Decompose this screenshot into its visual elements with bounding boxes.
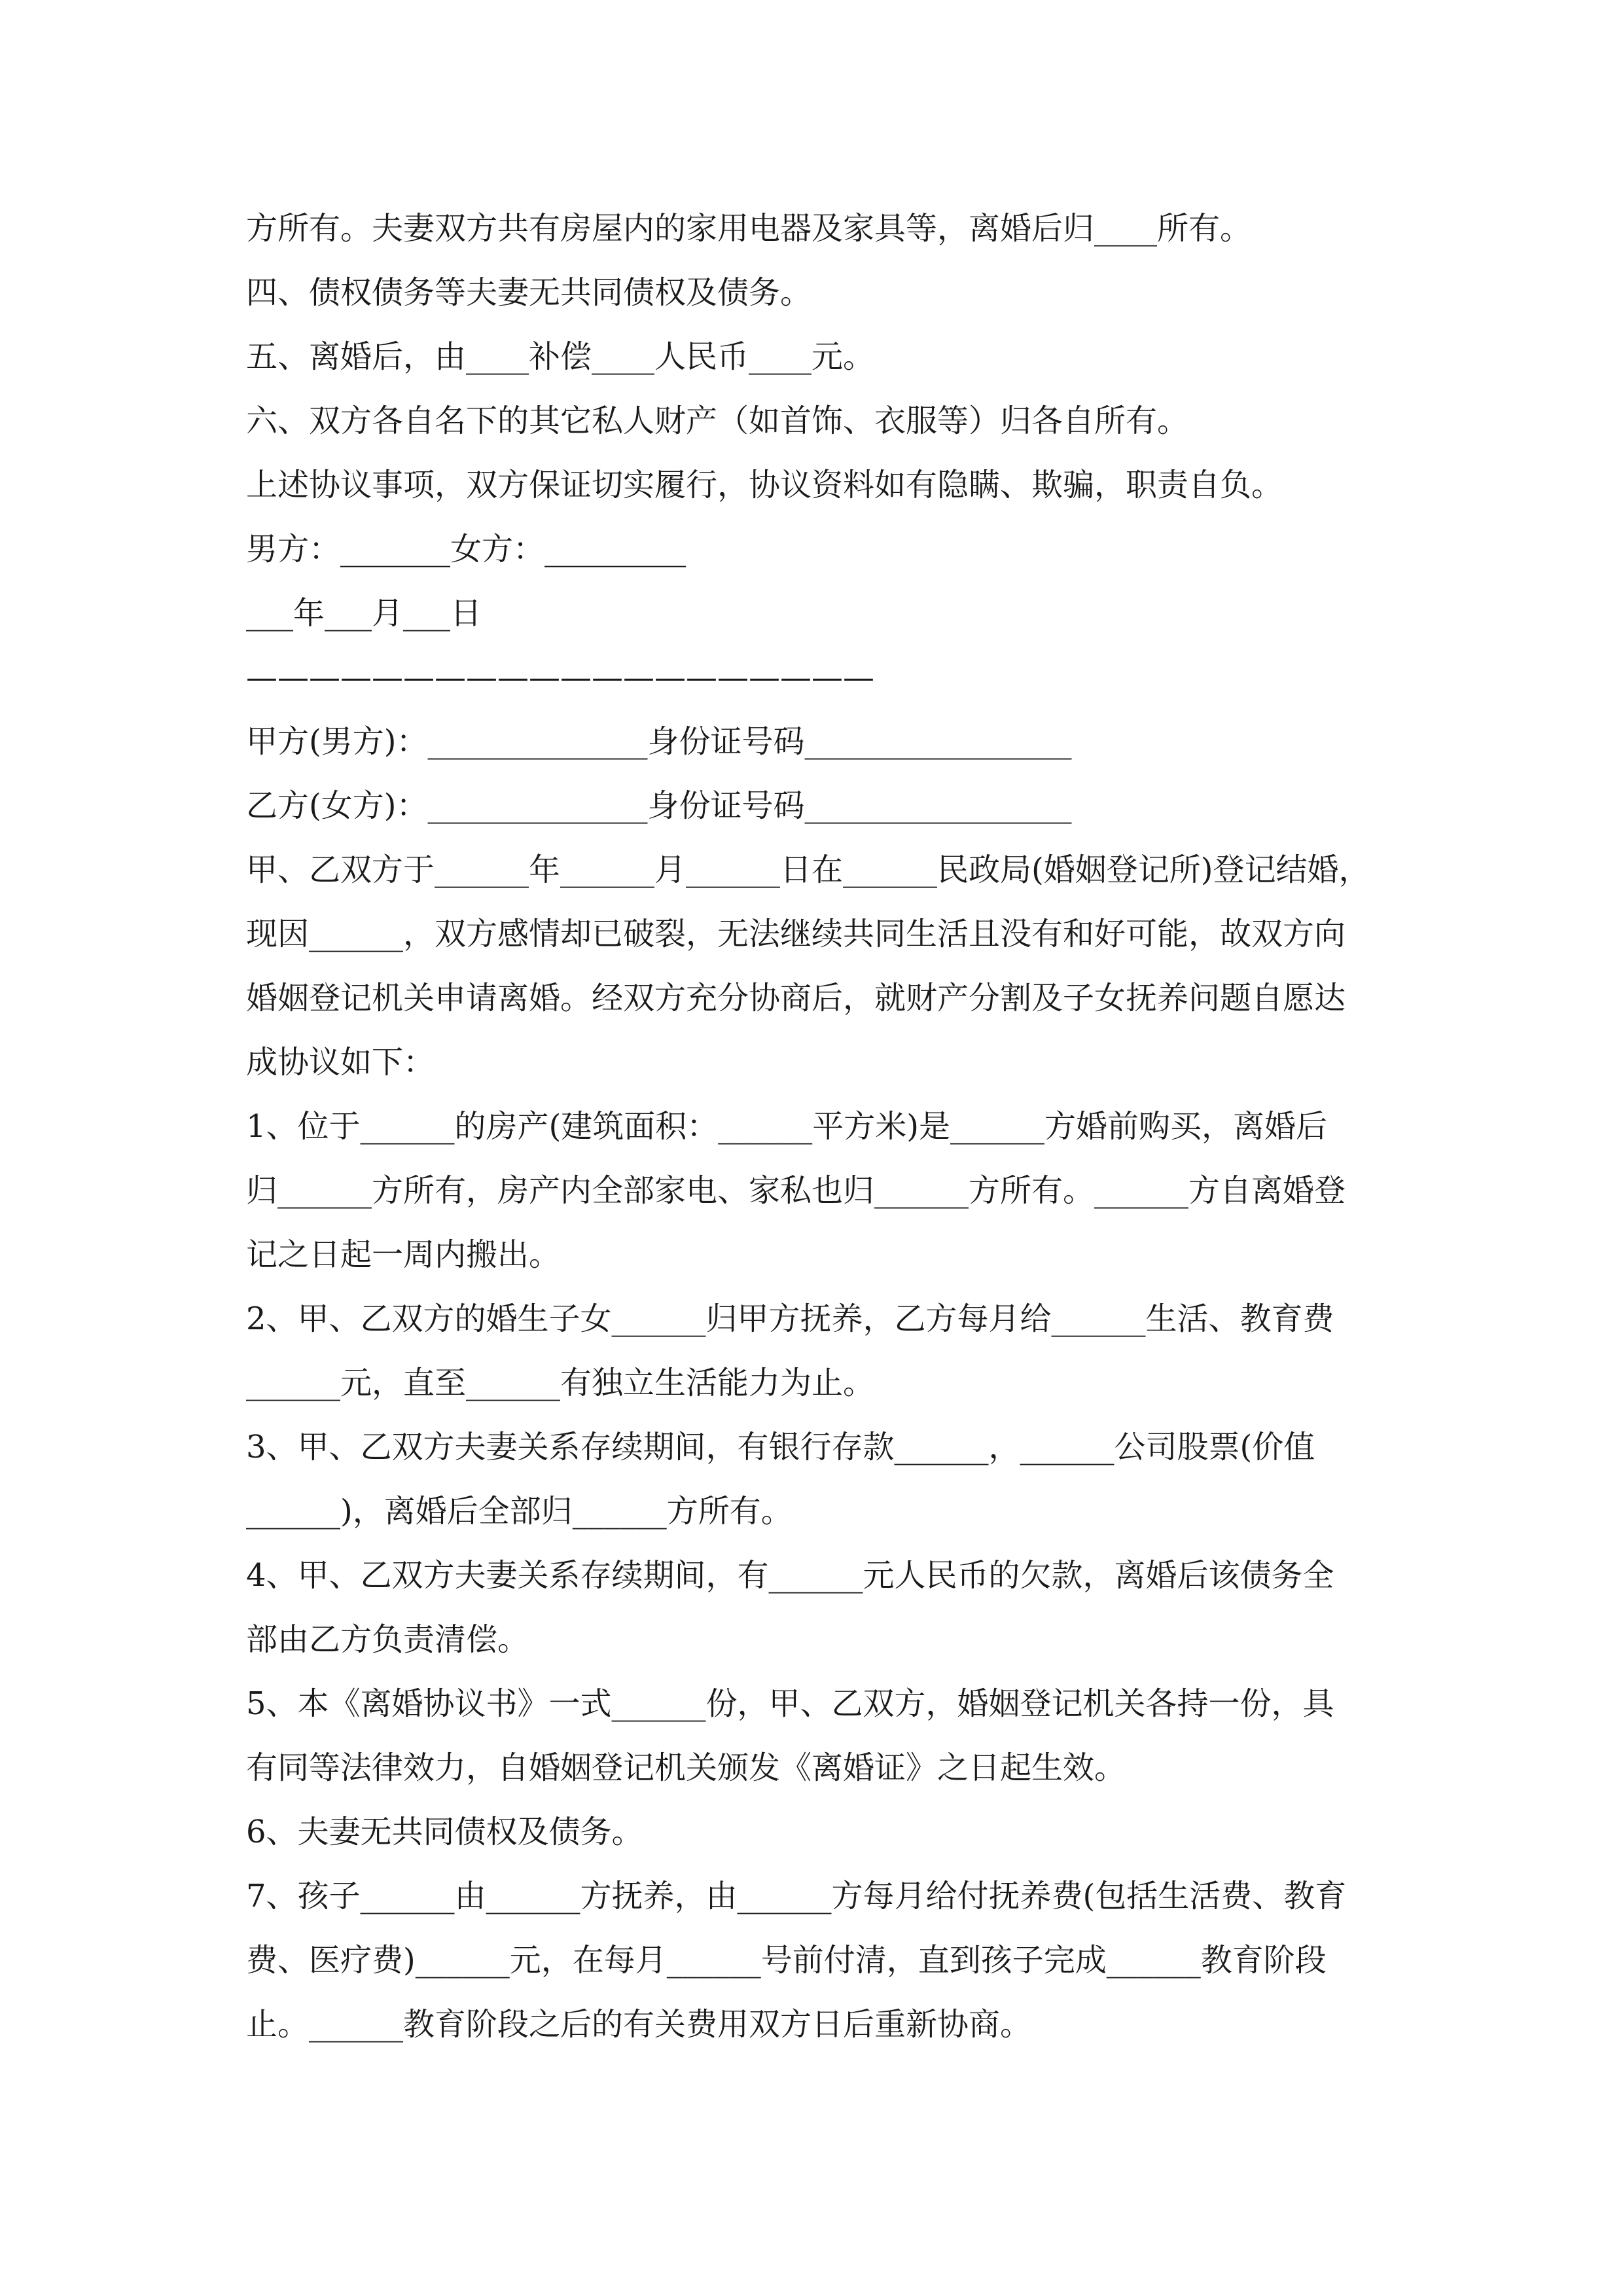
- item-7-line-3: 止。______教育阶段之后的有关费用双方日后重新协商。: [246, 2006, 1032, 2043]
- signature-line: 男方：_______女方：_________: [246, 531, 687, 567]
- item-3-line-2: ______)，离婚后全部归______方所有。: [246, 1493, 793, 1530]
- item-4-line-1: 4、甲、乙双方夫妻关系存续期间，有______元人民币的欠款，离婚后该债务全: [246, 1557, 1334, 1594]
- clause-5-compensation: 五、离婚后，由____补偿____人民币____元。: [246, 338, 875, 375]
- document-body: [246, 196, 1391, 2056]
- item-2-line-2: ______元，直至______有独立生活能力为止。: [246, 1365, 875, 1401]
- clause-furniture-ownership: 方所有。夫妻双方共有房屋内的家用电器及家具等，离婚后归____所有。: [246, 210, 1252, 247]
- section-divider: ————————————————————: [246, 659, 874, 696]
- clause-4-debts: 四、债权债务等夫妻无共同债权及债务。: [246, 274, 812, 311]
- clause-6-private-property: 六、双方各自名下的其它私人财产（如首饰、衣服等）归各自所有。: [246, 403, 1189, 439]
- item-5-line-1: 5、本《离婚协议书》一式______份，甲、乙双方，婚姻登记机关各持一份，具: [246, 1685, 1334, 1722]
- item-4-line-2: 部由乙方负责清偿。: [246, 1621, 529, 1658]
- party-b-line: 乙方(女方)：______________身份证号码_________________: [246, 787, 1072, 824]
- item-7-line-1: 7、孩子______由______方抚养，由______方每月给付抚养费(包括生活费、教育: [246, 1878, 1347, 1914]
- item-7-line-2: 费、医疗费)______元，在每月______号前付清，直到孩子完成______教育阶段: [246, 1942, 1327, 1979]
- item-6-line-1: 6、夫妻无共同债权及债务。: [246, 1814, 643, 1850]
- item-1-line-2: 归______方所有，房产内全部家电、家私也归______方所有。______方自离婚登: [246, 1172, 1346, 1209]
- item-3-line-1: 3、甲、乙双方夫妻关系存续期间，有银行存款______，______公司股票(价值: [246, 1429, 1315, 1465]
- intro-line-3: 婚姻登记机关申请离婚。经双方充分协商后，就财产分割及子女抚养问题自愿达: [246, 980, 1346, 1016]
- item-5-line-2: 有同等法律效力，自婚姻登记机关颁发《离婚证》之日起生效。: [246, 1749, 1126, 1786]
- item-1-line-3: 记之日起一周内搬出。: [246, 1236, 561, 1273]
- item-1-line-1: 1、位于______的房产(建筑面积：______平方米)是______方婚前购买，离婚后: [246, 1108, 1327, 1145]
- party-a-line: 甲方(男方)：______________身份证号码_________________: [246, 723, 1072, 760]
- date-line: ___年___月___日: [246, 595, 482, 632]
- intro-line-2: 现因______，双方感情却已破裂，无法继续共同生活且没有和好可能，故双方向: [246, 916, 1346, 952]
- item-2-line-1: 2、甲、乙双方的婚生子女______归甲方抚养，乙方每月给______生活、教育费: [246, 1300, 1334, 1337]
- clause-guarantee: 上述协议事项，双方保证切实履行，协议资料如有隐瞒、欺骗，职责自负。: [246, 467, 1283, 503]
- intro-line-1: 甲、乙双方于______年______月______日在______民政局(婚姻登记所)登记结婚，: [246, 852, 1370, 888]
- intro-line-4: 成协议如下：: [246, 1044, 435, 1081]
